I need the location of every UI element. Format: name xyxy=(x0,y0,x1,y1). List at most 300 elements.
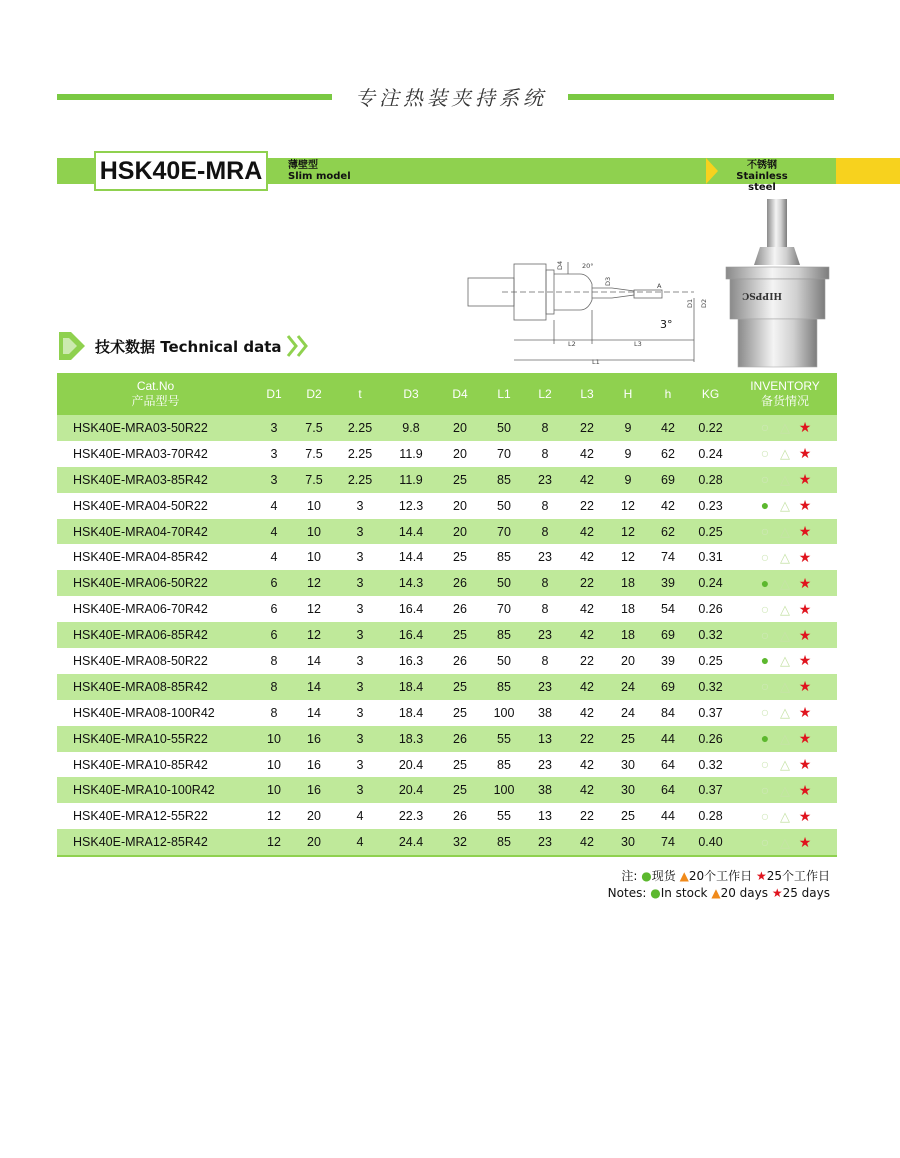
cell-d3: 18.3 xyxy=(386,726,436,752)
cell-d3: 14.4 xyxy=(386,544,436,570)
cell-d1: 6 xyxy=(254,570,294,596)
cell-d4: 26 xyxy=(436,648,484,674)
header-col: L1 xyxy=(484,373,524,415)
model-type-cn: 薄壁型 xyxy=(288,160,318,171)
material-tab xyxy=(836,158,900,184)
cell-d1: 10 xyxy=(254,726,294,752)
table-row xyxy=(57,648,837,674)
cell-d3: 18.4 xyxy=(386,700,436,726)
stock-circle-icon: ○ xyxy=(760,445,770,462)
spec-table xyxy=(57,373,837,857)
triangle-icon: △ xyxy=(780,679,790,695)
table-row xyxy=(57,493,837,519)
cell-h: 42 xyxy=(648,415,688,441)
cell-d2: 14 xyxy=(294,700,334,726)
cell-cat: HSK40E-MRA10-55R22 xyxy=(57,726,254,752)
header-col: L3 xyxy=(566,373,608,415)
cell-d1: 12 xyxy=(254,829,294,856)
triangle-icon: △ xyxy=(780,472,790,488)
cell-d1: 4 xyxy=(254,519,294,545)
cell-t: 3 xyxy=(334,596,386,622)
cell-l3: 22 xyxy=(566,726,608,752)
cell-cat: HSK40E-MRA04-50R22 xyxy=(57,493,254,519)
star-icon: ★ xyxy=(798,419,812,436)
cell-kg: 0.37 xyxy=(688,777,733,803)
slogan-text: 专注热装夹持系统 xyxy=(355,86,547,110)
triangle-icon: △ xyxy=(780,757,790,773)
cell-kg: 0.28 xyxy=(688,803,733,829)
cell-d1: 4 xyxy=(254,493,294,519)
table-row xyxy=(57,622,837,648)
cell-kg: 0.24 xyxy=(688,570,733,596)
triangle-icon: △ xyxy=(780,549,790,565)
cell-cat: HSK40E-MRA04-70R42 xyxy=(57,519,254,545)
star-icon: ★ xyxy=(798,497,812,514)
star-icon: ★ xyxy=(798,833,812,850)
brand-mark: HIPPSC xyxy=(742,290,782,300)
cell-l1: 50 xyxy=(484,415,524,441)
cell-l1: 50 xyxy=(484,570,524,596)
drawing-label-a: A xyxy=(657,282,662,290)
cell-d2: 14 xyxy=(294,674,334,700)
triangle-icon: △ xyxy=(780,524,790,539)
cell-d1: 4 xyxy=(254,544,294,570)
cell-l2: 13 xyxy=(524,803,566,829)
header-cat: Cat.No 产品型号 xyxy=(57,373,254,415)
cell-d3: 20.4 xyxy=(386,752,436,778)
cell-d2: 20 xyxy=(294,803,334,829)
cell-d2: 7.5 xyxy=(294,441,334,467)
cell-d4: 25 xyxy=(436,467,484,493)
in-stock-dot-icon: ● xyxy=(641,869,652,883)
cell-inventory xyxy=(733,570,837,596)
in-stock-dot-icon: ● xyxy=(650,886,661,900)
cell-d4: 20 xyxy=(436,441,484,467)
cell-d2: 12 xyxy=(294,570,334,596)
cell-t: 3 xyxy=(334,493,386,519)
cell-t: 3 xyxy=(334,752,386,778)
cell-h: 64 xyxy=(648,752,688,778)
table-row xyxy=(57,544,837,570)
star-icon: ★ xyxy=(798,756,812,773)
cell-cat: HSK40E-MRA10-85R42 xyxy=(57,752,254,778)
cell-d4: 25 xyxy=(436,752,484,778)
cell-l2: 23 xyxy=(524,467,566,493)
table-row xyxy=(57,441,837,467)
cell-h: 62 xyxy=(648,519,688,545)
cell-l2: 8 xyxy=(524,570,566,596)
cell-inventory xyxy=(733,441,837,467)
cell-t: 2.25 xyxy=(334,415,386,441)
triangle-icon: ▲ xyxy=(711,886,721,900)
cell-kg: 0.28 xyxy=(688,467,733,493)
cell-l1: 85 xyxy=(484,752,524,778)
cell-d1: 3 xyxy=(254,441,294,467)
cell-h: 84 xyxy=(648,700,688,726)
cell-inventory xyxy=(733,777,837,803)
cell-d3: 9.8 xyxy=(386,415,436,441)
cell-d4: 25 xyxy=(436,674,484,700)
cell-d1: 10 xyxy=(254,752,294,778)
cell-l1: 70 xyxy=(484,441,524,467)
cell-inventory xyxy=(733,544,837,570)
header-col: L2 xyxy=(524,373,566,415)
cell-t: 3 xyxy=(334,777,386,803)
cell-h: 44 xyxy=(648,726,688,752)
tech-data-label: 技术数据 Technical data xyxy=(95,337,282,356)
cell-h: 74 xyxy=(648,544,688,570)
cell-h: 20 xyxy=(608,648,648,674)
cell-h: 18 xyxy=(608,622,648,648)
cell-cat: HSK40E-MRA10-100R42 xyxy=(57,777,254,803)
cell-d1: 6 xyxy=(254,622,294,648)
triangle-icon: △ xyxy=(780,601,790,617)
cell-l1: 85 xyxy=(484,674,524,700)
cell-cat: HSK40E-MRA03-70R42 xyxy=(57,441,254,467)
cell-l1: 55 xyxy=(484,726,524,752)
star-icon: ★ xyxy=(755,869,767,883)
cell-l2: 38 xyxy=(524,700,566,726)
drawing-label-d2: D2 xyxy=(700,298,708,308)
cell-d3: 16.4 xyxy=(386,622,436,648)
cell-h: 30 xyxy=(608,752,648,778)
stock-circle-icon: ○ xyxy=(760,781,770,798)
table-row xyxy=(57,467,837,493)
slogan-line-right xyxy=(568,94,834,100)
material-label xyxy=(722,160,802,193)
cell-h: 64 xyxy=(648,777,688,803)
cell-kg: 0.32 xyxy=(688,752,733,778)
triangle-icon: △ xyxy=(780,782,790,798)
cell-l2: 8 xyxy=(524,415,566,441)
cell-l2: 13 xyxy=(524,726,566,752)
drawing-label-d1: D1 xyxy=(686,298,694,308)
cell-kg: 0.23 xyxy=(688,493,733,519)
cell-h: 25 xyxy=(608,803,648,829)
slogan-line-left xyxy=(57,94,332,100)
cell-d4: 26 xyxy=(436,803,484,829)
cell-h: 18 xyxy=(608,570,648,596)
in-stock-dot-icon: ● xyxy=(760,497,770,514)
cell-l1: 70 xyxy=(484,519,524,545)
triangle-icon: △ xyxy=(780,420,790,436)
cell-t: 3 xyxy=(334,544,386,570)
star-icon: ★ xyxy=(798,600,812,617)
model-type-en: Slim model xyxy=(288,171,351,182)
cell-d3: 12.3 xyxy=(386,493,436,519)
cell-t: 3 xyxy=(334,700,386,726)
product-photo xyxy=(720,195,835,370)
table-row xyxy=(57,777,837,803)
cell-d4: 26 xyxy=(436,570,484,596)
cell-cat: HSK40E-MRA08-50R22 xyxy=(57,648,254,674)
header-col: h xyxy=(648,373,688,415)
header-col: t xyxy=(334,373,386,415)
cell-h: 54 xyxy=(648,596,688,622)
cell-cat: HSK40E-MRA03-85R42 xyxy=(57,467,254,493)
stock-circle-icon: ○ xyxy=(760,600,770,617)
cell-t: 3 xyxy=(334,570,386,596)
cell-d2: 7.5 xyxy=(294,415,334,441)
cell-inventory xyxy=(733,700,837,726)
cell-d1: 8 xyxy=(254,700,294,726)
cell-cat: HSK40E-MRA08-85R42 xyxy=(57,674,254,700)
cell-d4: 32 xyxy=(436,829,484,856)
cell-t: 3 xyxy=(334,726,386,752)
cell-d3: 11.9 xyxy=(386,467,436,493)
cell-kg: 0.32 xyxy=(688,622,733,648)
triangle-icon: △ xyxy=(780,575,790,591)
star-icon: ★ xyxy=(798,523,812,539)
triangle-icon: △ xyxy=(780,627,790,643)
cell-cat: HSK40E-MRA12-85R42 xyxy=(57,829,254,856)
cell-h: 39 xyxy=(648,570,688,596)
star-icon: ★ xyxy=(798,548,812,565)
star-icon: ★ xyxy=(798,445,812,462)
cell-l2: 38 xyxy=(524,777,566,803)
cell-d4: 20 xyxy=(436,519,484,545)
cell-d1: 6 xyxy=(254,596,294,622)
cell-l1: 70 xyxy=(484,596,524,622)
cell-d4: 20 xyxy=(436,493,484,519)
cell-l2: 23 xyxy=(524,622,566,648)
cell-l3: 22 xyxy=(566,648,608,674)
cell-inventory xyxy=(733,493,837,519)
cell-t: 2.25 xyxy=(334,467,386,493)
cell-l2: 23 xyxy=(524,829,566,856)
cell-h: 74 xyxy=(648,829,688,856)
table-row xyxy=(57,803,837,829)
drawing-label-l1: L1 xyxy=(592,358,600,366)
table-row xyxy=(57,700,837,726)
star-icon: ★ xyxy=(798,652,812,669)
cell-d1: 8 xyxy=(254,674,294,700)
cell-l1: 100 xyxy=(484,700,524,726)
drawing-label-d4: D4 xyxy=(556,260,564,270)
cell-t: 3 xyxy=(334,622,386,648)
cell-d2: 10 xyxy=(294,519,334,545)
cell-h: 12 xyxy=(608,519,648,545)
cell-l3: 42 xyxy=(566,519,608,545)
drawing-label-20deg: 20° xyxy=(582,262,594,270)
cell-l1: 100 xyxy=(484,777,524,803)
cell-t: 3 xyxy=(334,674,386,700)
cell-h: 42 xyxy=(648,493,688,519)
table-row xyxy=(57,415,837,441)
cell-kg: 0.24 xyxy=(688,441,733,467)
cell-l1: 85 xyxy=(484,544,524,570)
cell-h: 12 xyxy=(608,544,648,570)
cell-d4: 25 xyxy=(436,777,484,803)
star-icon: ★ xyxy=(798,781,812,798)
drawing-label-d3: D3 xyxy=(604,276,612,286)
drawing-label-l3: L3 xyxy=(634,340,642,348)
cell-h: 12 xyxy=(608,493,648,519)
stock-circle-icon: ○ xyxy=(760,833,770,850)
cell-d3: 16.3 xyxy=(386,648,436,674)
notes xyxy=(608,868,830,902)
cell-d2: 10 xyxy=(294,544,334,570)
table-row xyxy=(57,596,837,622)
cell-d2: 10 xyxy=(294,493,334,519)
cell-d2: 16 xyxy=(294,752,334,778)
notes-cn: 注: ●现货 ▲20个工作日 ★25个工作日 xyxy=(621,869,830,883)
table-row xyxy=(57,570,837,596)
cell-d4: 25 xyxy=(436,622,484,648)
cell-cat: HSK40E-MRA06-50R22 xyxy=(57,570,254,596)
in-stock-dot-icon: ● xyxy=(760,574,770,591)
cell-t: 4 xyxy=(334,803,386,829)
stock-circle-icon: ○ xyxy=(760,626,770,643)
cell-inventory xyxy=(733,803,837,829)
cell-l3: 22 xyxy=(566,415,608,441)
cell-d2: 14 xyxy=(294,648,334,674)
cell-l2: 8 xyxy=(524,441,566,467)
cell-d3: 24.4 xyxy=(386,829,436,856)
cell-kg: 0.32 xyxy=(688,674,733,700)
cell-l2: 23 xyxy=(524,674,566,700)
cell-h: 69 xyxy=(648,467,688,493)
cell-t: 3 xyxy=(334,648,386,674)
cell-cat: HSK40E-MRA12-55R22 xyxy=(57,803,254,829)
notes-en: Notes: ●In stock ▲20 days ★25 days xyxy=(607,886,830,900)
cell-d2: 7.5 xyxy=(294,467,334,493)
triangle-icon: △ xyxy=(780,705,790,721)
cell-d3: 11.9 xyxy=(386,441,436,467)
header-col: D2 xyxy=(294,373,334,415)
cell-d1: 8 xyxy=(254,648,294,674)
stock-circle-icon: ○ xyxy=(760,523,770,539)
cell-l3: 22 xyxy=(566,493,608,519)
cell-d3: 22.3 xyxy=(386,803,436,829)
cell-d3: 18.4 xyxy=(386,674,436,700)
star-icon: ★ xyxy=(798,471,812,488)
star-icon: ★ xyxy=(798,807,812,824)
cell-kg: 0.26 xyxy=(688,596,733,622)
cell-cat: HSK40E-MRA04-85R42 xyxy=(57,544,254,570)
cell-h: 9 xyxy=(608,415,648,441)
triangle-icon: △ xyxy=(780,808,790,824)
cell-l2: 23 xyxy=(524,752,566,778)
cell-inventory xyxy=(733,467,837,493)
star-icon: ★ xyxy=(798,574,812,591)
cell-h: 62 xyxy=(648,441,688,467)
cell-l1: 55 xyxy=(484,803,524,829)
star-icon: ★ xyxy=(798,730,812,747)
cell-l3: 42 xyxy=(566,700,608,726)
cell-h: 69 xyxy=(648,674,688,700)
header-col: D3 xyxy=(386,373,436,415)
cell-cat: HSK40E-MRA03-50R22 xyxy=(57,415,254,441)
cell-d4: 26 xyxy=(436,726,484,752)
drawing-label-l2: L2 xyxy=(568,340,576,348)
cell-h: 69 xyxy=(648,622,688,648)
cell-l1: 85 xyxy=(484,622,524,648)
model-type xyxy=(288,160,351,182)
star-icon: ★ xyxy=(798,626,812,643)
cell-inventory xyxy=(733,622,837,648)
star-icon: ★ xyxy=(771,886,783,900)
cell-l3: 42 xyxy=(566,467,608,493)
cell-kg: 0.22 xyxy=(688,415,733,441)
cell-d3: 16.4 xyxy=(386,596,436,622)
cell-h: 18 xyxy=(608,596,648,622)
double-chevron-icon xyxy=(286,334,316,358)
cell-l3: 42 xyxy=(566,622,608,648)
cell-inventory xyxy=(733,648,837,674)
tech-data-heading xyxy=(57,330,316,362)
cell-l1: 85 xyxy=(484,467,524,493)
cell-d2: 20 xyxy=(294,829,334,856)
in-stock-dot-icon: ● xyxy=(760,652,770,669)
cell-d3: 14.4 xyxy=(386,519,436,545)
star-icon: ★ xyxy=(798,704,812,721)
material-notch xyxy=(706,158,718,184)
in-stock-dot-icon: ● xyxy=(760,730,770,747)
cell-d2: 16 xyxy=(294,777,334,803)
stock-circle-icon: ○ xyxy=(760,678,770,695)
cell-l1: 50 xyxy=(484,493,524,519)
cell-kg: 0.40 xyxy=(688,829,733,856)
stock-circle-icon: ○ xyxy=(760,419,770,436)
cell-h: 24 xyxy=(608,700,648,726)
product-title: HSK40E-MRA xyxy=(94,151,268,191)
cell-kg: 0.31 xyxy=(688,544,733,570)
cell-h: 39 xyxy=(648,648,688,674)
table-row xyxy=(57,726,837,752)
table-row xyxy=(57,674,837,700)
cell-t: 4 xyxy=(334,829,386,856)
cell-l3: 42 xyxy=(566,752,608,778)
cell-d1: 3 xyxy=(254,415,294,441)
cell-l3: 22 xyxy=(566,803,608,829)
cell-d4: 25 xyxy=(436,544,484,570)
header-col: D4 xyxy=(436,373,484,415)
material-cn: 不锈钢 xyxy=(747,160,777,171)
header-col: H xyxy=(608,373,648,415)
triangle-icon: ▲ xyxy=(679,869,689,883)
triangle-icon: △ xyxy=(780,834,790,850)
cell-d2: 12 xyxy=(294,622,334,648)
cell-h: 9 xyxy=(608,467,648,493)
stock-circle-icon: ○ xyxy=(760,807,770,824)
cell-l3: 42 xyxy=(566,777,608,803)
stock-circle-icon: ○ xyxy=(760,704,770,721)
material-en: Stainless steel xyxy=(736,171,788,193)
table-row xyxy=(57,829,837,856)
cell-d2: 12 xyxy=(294,596,334,622)
drawing-label-3deg: 3° xyxy=(660,318,673,331)
cell-d3: 20.4 xyxy=(386,777,436,803)
cell-inventory xyxy=(733,829,837,856)
cell-l3: 42 xyxy=(566,544,608,570)
cell-inventory xyxy=(733,596,837,622)
cell-h: 24 xyxy=(608,674,648,700)
technical-drawing xyxy=(462,248,722,368)
cell-kg: 0.37 xyxy=(688,700,733,726)
cell-inventory xyxy=(733,726,837,752)
cell-kg: 0.25 xyxy=(688,519,733,545)
cell-t: 3 xyxy=(334,519,386,545)
cell-l3: 42 xyxy=(566,829,608,856)
table-header xyxy=(57,373,837,415)
table-row xyxy=(57,752,837,778)
cell-l3: 42 xyxy=(566,441,608,467)
header-col: D1 xyxy=(254,373,294,415)
cell-l1: 85 xyxy=(484,829,524,856)
cell-cat: HSK40E-MRA06-70R42 xyxy=(57,596,254,622)
cell-d2: 16 xyxy=(294,726,334,752)
